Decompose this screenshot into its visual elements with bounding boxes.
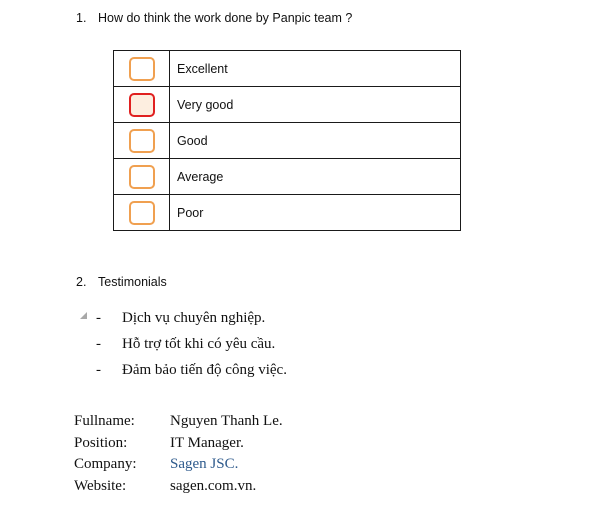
list-item [96,308,287,334]
option-label-average: Average [170,159,461,195]
option-label-poor: Poor [170,195,461,231]
testimonials-list [96,308,287,386]
section-title: Testimonials [98,275,167,289]
info-value: sagen.com.vn. [170,477,257,494]
rating-row-good [114,123,461,159]
checkbox-good[interactable] [129,129,155,153]
option-label-excellent: Excellent [170,51,461,87]
list-item [96,360,287,386]
rating-row-very-good [114,87,461,123]
rating-row-average [114,159,461,195]
question-number: 1. [76,11,87,25]
testimonial-text: Hỗ trợ tốt khi có yêu cầu. [122,336,276,352]
testimonial-text: Đảm bảo tiến độ công việc. [122,362,287,378]
company-link[interactable]: Sagen JSC. [170,456,239,472]
bullet-dash: - [96,310,101,326]
checkbox-excellent[interactable] [129,57,155,81]
info-key: Website: [74,477,127,494]
contact-info [74,413,283,499]
info-value: Nguyen Thanh Le. [170,413,283,429]
rating-row-poor [114,195,461,231]
info-row-fullname [74,413,283,435]
section-number: 2. [76,275,87,289]
info-row-company [74,456,283,478]
info-row-position [74,435,283,457]
rating-row-excellent [114,51,461,87]
collapse-triangle-icon[interactable] [80,312,87,319]
info-key: Fullname: [74,413,135,429]
rating-table [113,50,461,231]
testimonial-text: Dịch vụ chuyên nghiệp. [122,310,266,326]
checkbox-poor[interactable] [129,201,155,225]
info-value: IT Manager. [170,434,244,451]
info-key: Company: [74,456,137,472]
info-key: Position: [74,434,128,451]
info-row-website [74,478,283,500]
bullet-dash: - [96,336,101,352]
bullet-dash: - [96,362,101,378]
checkbox-average[interactable] [129,165,155,189]
question-text: How do think the work done by Panpic team ? [98,11,353,25]
list-item [96,334,287,360]
checkbox-very-good[interactable] [129,93,155,117]
option-label-good: Good [170,123,461,159]
option-label-very-good: Very good [170,87,461,123]
